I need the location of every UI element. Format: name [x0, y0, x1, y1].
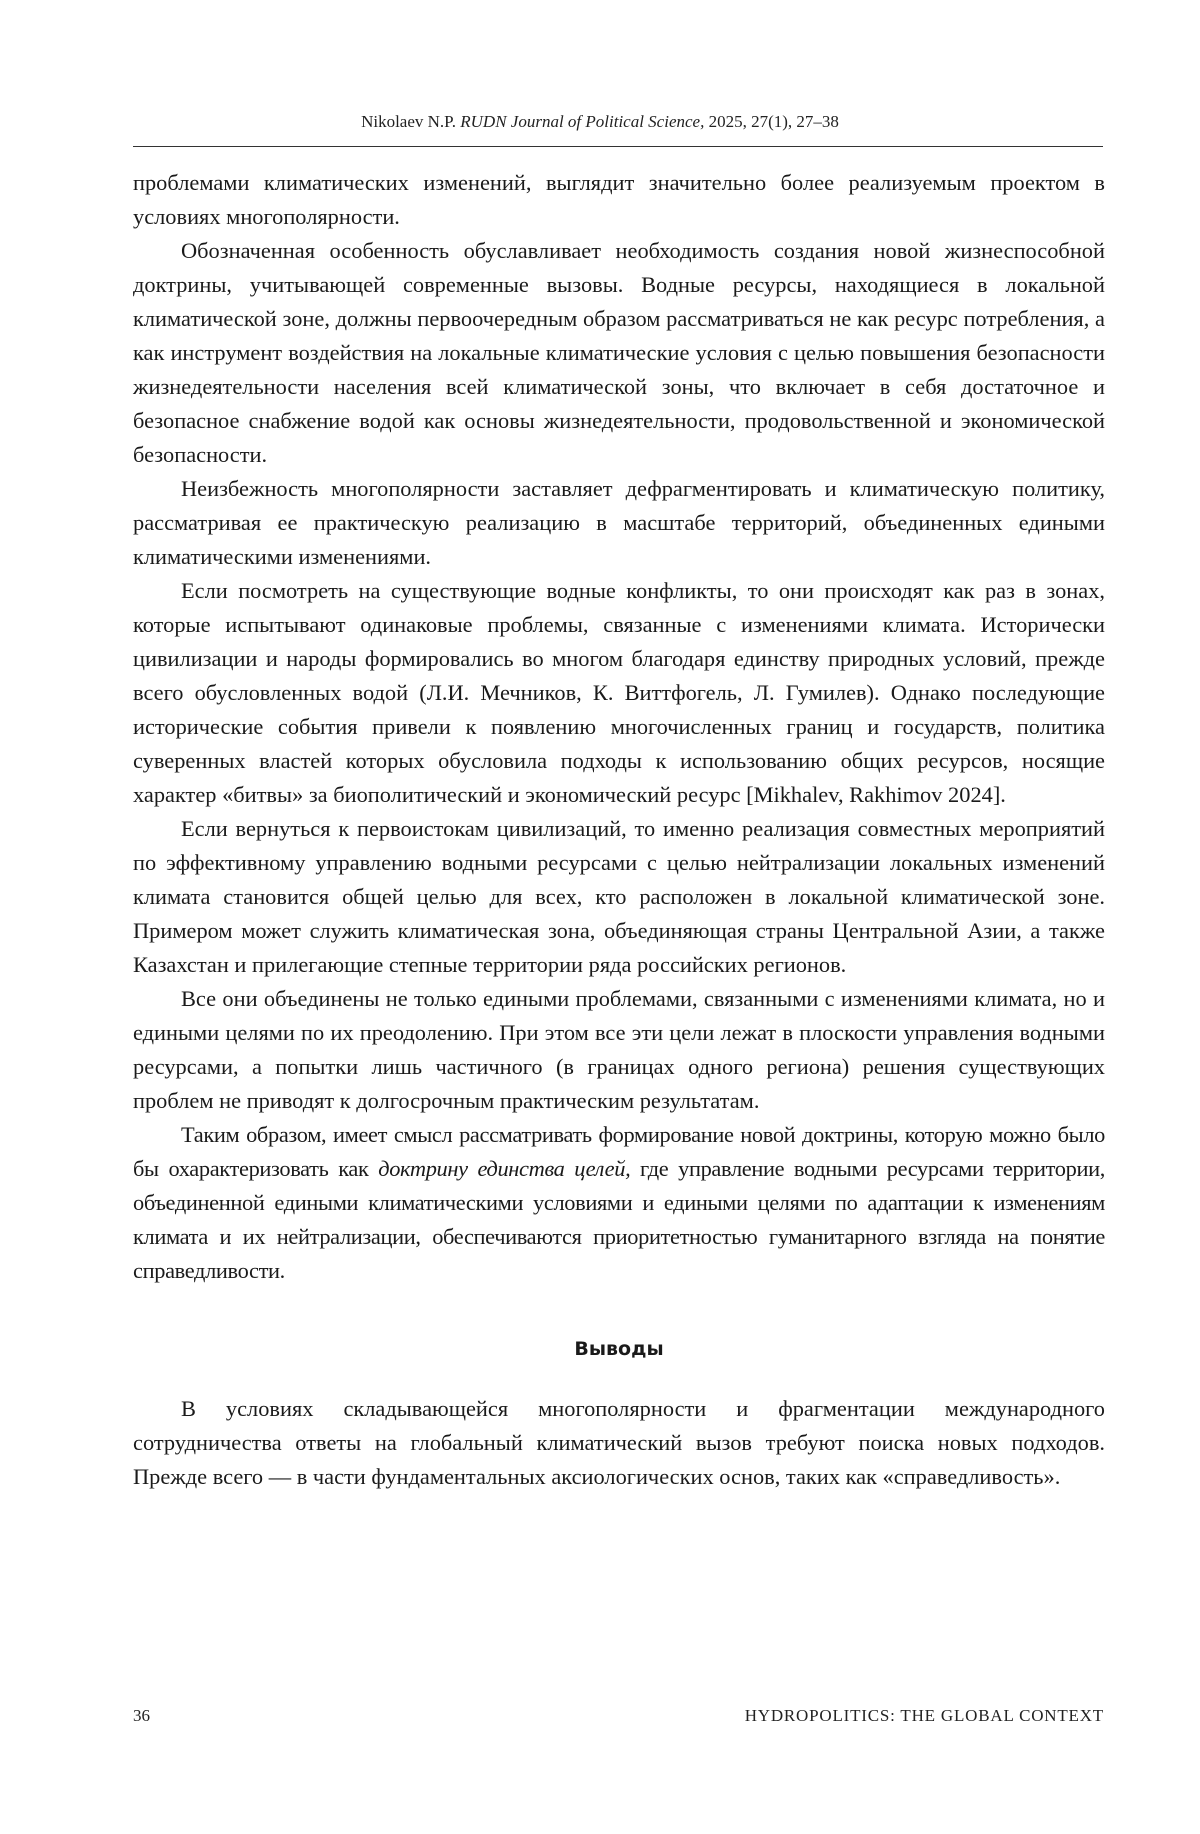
doctrine-term: доктрину единства целей, [378, 1156, 631, 1181]
page-number: 36 [133, 1706, 150, 1725]
header-journal: RUDN Journal of Political Science, [460, 112, 705, 131]
header-author: Nikolaev N.P. [361, 112, 456, 131]
conclusions-heading: Выводы [574, 1338, 664, 1360]
running-header [0, 112, 1200, 132]
article-body [133, 166, 1105, 1494]
paragraph-7 [133, 1118, 1105, 1288]
footer-section-title: HYDROPOLITICS: THE GLOBAL CONTEXT [744, 1706, 1104, 1725]
paragraph-2: Обозначенная особенность обуславливает необходимость создания новой жизнеспособной доктрины, учитывающей современные вызовы. Водные ресурсы, находящиеся в локальной климатической зоне, должны первоочередным образом рассматриваться не как ресурс потребления, а как инструмент воздействия на локальные климатические условия с целью повышения безопасности жизнедеятельности населения всей климатической зоны, что включает в себя достаточное и безопасное снабжение водой как основы жизнедеятельности, продовольственной и экономической безопасности. [133, 238, 1105, 467]
paragraph-4: Если посмотреть на существующие водные конфликты, то они происходят как раз в зонах, которые испытывают одинаковые проблемы, связанные с изменениями климата. Исторически цивилизации и народы формировались во многом благодаря единству природных условий, прежде всего обусловленных водой (Л.И. Мечников, К. Виттфогель, Л. Гумилев). Однако последующие исторические события привели к появлению многочисленных границ и государств, политика суверенных властей которых обусловила подходы к использованию общих ресурсов, носящие характер «битвы» за биополитический и экономический ресурс [Mikhalev, Rakhimov 2024]. [133, 578, 1105, 807]
conclusions-paragraph: В условиях складывающейся многополярности и фрагментации международного сотрудничества ответы на глобальный климатический вызов требуют поиска новых подходов. Прежде всего — в части фундаментальных аксиологических основ, таких как «справедливость». [133, 1396, 1105, 1489]
paragraph-7-start: Таким образом, имеет смысл рассматривать формирование новой доктрины, которую можно было бы охарактеризовать как [133, 1122, 1105, 1181]
paragraph-5: Если вернуться к первоистокам цивилизаций, то именно реализация совместных мероприятий по эффективному управлению водными ресурсами с целью нейтрализации локальных изменений климата становится общей целью для всех, кто расположен в локальной климатической зоне. Примером может служить климатическая зона, объединяющая страны Центральной Азии, а также Казахстан и прилегающие степные территории ряда российских регионов. [133, 816, 1105, 977]
paragraph-6: Все они объединены не только едиными проблемами, связанными с изменениями климата, но и едиными целями по их преодолению. При этом все эти цели лежат в плоскости управления водными ресурсами, а попытки лишь частичного (в границах одного региона) решения существующих проблем не приводят к долгосрочным практическим результатам. [133, 986, 1105, 1113]
header-issue: 2025, 27(1), 27–38 [708, 112, 839, 131]
paragraph-3: Неизбежность многополярности заставляет дефрагментировать и климатическую политику, рассматривая ее практическую реализацию в масштабе территорий, объединенных едиными климатическими изменениями. [133, 476, 1105, 569]
header-rule [133, 146, 1103, 147]
paragraph-1: проблемами климатических изменений, выглядит значительно более реализуемым проектом в условиях многополярности. [133, 170, 1105, 229]
paragraph-7-end: где управление водными ресурсами территории, объединенной едиными климатическими условиями и едиными целями по адаптации к изменениям климата и их нейтрализации, обеспечиваются приоритетностью гуманитарного взгляда на понятие справедливости. [133, 1156, 1105, 1283]
